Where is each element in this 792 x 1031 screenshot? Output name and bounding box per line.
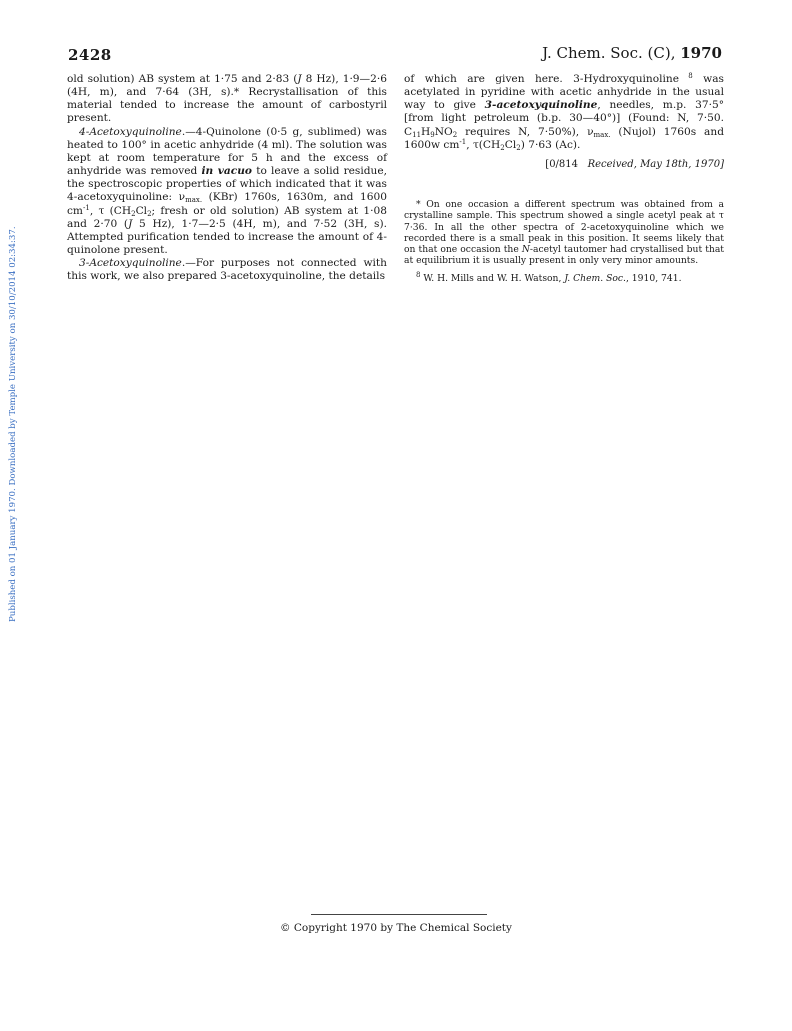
- footnote: * On one occasion a different spectrum was obtained from a crystalline sample. This spectrum showed a single acetyl peak at τ 7·36. In all the other spectra of 2-acetoxyquinoline which we recorded there is a small peak in this position. It seems likely that on that one occasion the N-acetyl tautomer had crystallised but that at equilibrium it is usually present in only very minor amounts.: [404, 199, 724, 267]
- paragraph-4-acetoxyquinoline: 4-Acetoxyquinoline.—4-Quinolone (0·5 g, sublimed) was heated to 100° in acetic anhydride (4 ml). The solution was kept at room temperature for 5 h and the excess of anhydride was removed in vacuo to leave a solid residue, the spectroscopic properties of which indicated that it was 4-acetoxyquinoline: $\nu_{max.}$ (KBr) 1760s, 1630m, and 1600 $cm^{-1}$, τ ($CH_2Cl_2$; fresh or old solution) AB system at 1·08 and 2·70 (J 5 Hz), 1·7—2·5 (4H, m), and 7·52 (3H, s). Attempted purification tended to increase the amount of 4-quinolone present.: [67, 125, 388, 257]
- download-watermark: Published on 01 January 1970. Downloaded by Temple University on 30/10/2014 02:34:37.: [8, 226, 18, 622]
- journal-name: J. Chem. Soc. (C),: [542, 44, 676, 62]
- paragraph-carbostyril: old solution) AB system at 1·75 and 2·83 (J 8 Hz), 1·9—2·6 (4H, m), and 7·64 (3H, s).* Recrystallisation of this material tended to increase the amount of carbostyril present.: [67, 73, 387, 125]
- paragraph-3-acetoxyquinoline-continued: of which are given here. 3-Hydroxyquinoline $^8$ was acetylated in pyridine with acetic anhydride in the usual way to give 3-acetoxyquinoline, needles, m.p. 37·5° [from light petroleum (b.p. 30—40°)] (Found: N, 7·50. $C_{11}H_9NO_2$ requires N, 7·50%), $\nu_{max.}$ (Nujol) 1760s and 1600w $cm^{-1}$, $\tau(CH_2Cl_2)$ 7·63 (Ac).: [404, 72, 724, 152]
- reference-8: $^8$ W. H. Mills and W. H. Watson, J. Chem. Soc., 1910, 741.: [416, 271, 682, 285]
- copyright-rule: [311, 914, 487, 915]
- copyright-notice: © Copyright 1970 by The Chemical Society: [280, 922, 512, 934]
- received-date: [0/814 Received, May 18th, 1970]: [545, 158, 724, 170]
- page-number: 2428: [68, 46, 112, 64]
- section-title-3-acetoxyquinoline: 3-Acetoxyquinoline: [79, 257, 182, 270]
- left-column: [67, 73, 387, 284]
- paragraph-3-acetoxyquinoline: 3-Acetoxyquinoline.—For purposes not connected with this work, we also prepared 3-acetoxyquinoline, the details: [67, 257, 387, 283]
- journal-title: [542, 44, 722, 62]
- reference-marker: 8: [678, 72, 693, 80]
- journal-year: 1970: [680, 44, 722, 62]
- section-title-4-acetoxyquinoline: 4-Acetoxyquinoline: [79, 125, 182, 138]
- right-column: [404, 73, 724, 285]
